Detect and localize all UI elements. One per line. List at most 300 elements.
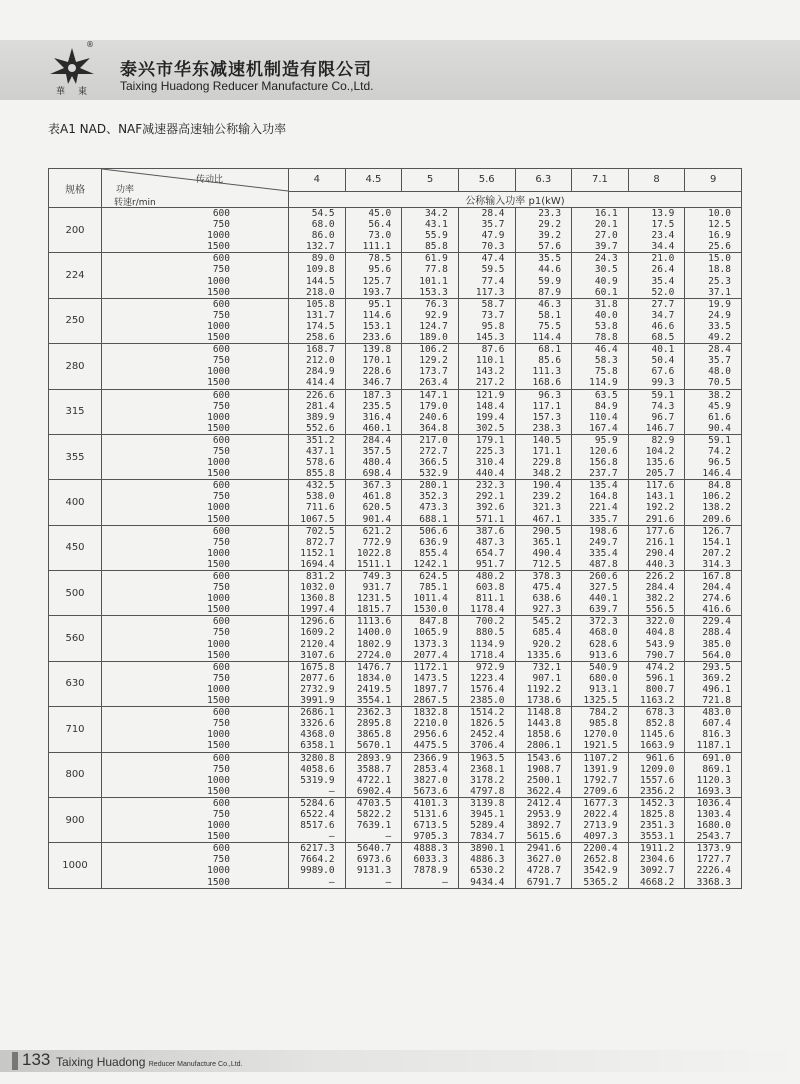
power-value: 1172.1 (413, 661, 448, 673)
power-cell (628, 344, 685, 389)
power-value: 229.4 (702, 616, 731, 628)
power-value: 1908.7 (526, 763, 562, 775)
power-value: 52.0 (651, 286, 675, 298)
power-value: 114.6 (362, 309, 392, 321)
power-cell (685, 298, 742, 343)
power-value: 1134.9 (470, 638, 505, 650)
power-value: 24.9 (708, 309, 731, 321)
speed-value: 1500 (207, 831, 230, 843)
power-value: 146.4 (702, 468, 731, 480)
power-value: 1391.9 (583, 763, 618, 775)
power-value: 179.1 (475, 434, 505, 446)
power-value: 54.5 (311, 208, 335, 219)
power-value: 1576.4 (470, 683, 505, 695)
power-value: 322.0 (645, 616, 675, 628)
power-cell (458, 525, 515, 570)
power-value: 125.7 (362, 275, 392, 287)
power-value: 800.7 (645, 683, 675, 695)
diagonal-header-cell (102, 169, 289, 208)
power-cell (685, 661, 742, 706)
power-cell (345, 525, 402, 570)
power-value: 189.0 (419, 332, 448, 344)
power-cell (515, 344, 572, 389)
power-value: 153.1 (362, 320, 392, 332)
power-value: 385.0 (702, 638, 731, 650)
power-value: 145.3 (475, 332, 505, 344)
power-cell (345, 571, 402, 616)
power-value: 26.4 (651, 264, 675, 276)
power-value: 34.7 (651, 309, 675, 321)
power-value: 87.6 (481, 344, 505, 356)
speed-cell (102, 344, 289, 389)
power-value: 290.4 (645, 547, 675, 559)
power-value: 2724.0 (356, 649, 392, 661)
power-value: 82.9 (651, 434, 675, 446)
power-value: 2385.0 (470, 695, 505, 707)
registered-mark: ® (86, 40, 94, 49)
power-value: 143.1 (645, 491, 675, 503)
power-value: 76.3 (424, 298, 448, 310)
speed-value: 1000 (207, 865, 230, 877)
power-value: 711.6 (306, 502, 335, 514)
power-value: 23.3 (538, 208, 562, 219)
power-value: 293.5 (702, 661, 731, 673)
power-value: 1067.5 (300, 513, 335, 525)
power-cell (402, 434, 459, 479)
power-value: 46.4 (594, 344, 618, 356)
table-row (49, 298, 742, 343)
power-value: 4058.6 (300, 763, 335, 775)
power-value: 1113.6 (356, 616, 392, 628)
power-value: 2853.4 (413, 763, 448, 775)
power-value: 1036.4 (696, 797, 731, 809)
spec-cell: 900 (49, 797, 102, 842)
power-value: — (385, 831, 392, 843)
power-value: 473.3 (419, 502, 448, 514)
power-value: 1178.4 (470, 604, 505, 616)
power-value: 540.9 (589, 661, 618, 673)
table-row (49, 661, 742, 706)
spec-cell: 1000 (49, 843, 102, 888)
power-value: 392.6 (475, 502, 505, 514)
power-value: 95.6 (368, 264, 392, 276)
spec-cell: 200 (49, 208, 102, 253)
table-row (49, 843, 742, 888)
power-value: 226.6 (306, 389, 335, 401)
power-value: 70.3 (481, 241, 505, 253)
power-value: 198.6 (589, 525, 618, 537)
power-value: 58.7 (481, 298, 505, 310)
power-value: 5365.2 (583, 876, 618, 888)
power-value: 1476.7 (356, 661, 392, 673)
power-value: 45.0 (368, 208, 392, 219)
spec-cell: 315 (49, 389, 102, 434)
power-cell (685, 797, 742, 842)
power-value: 10.0 (708, 208, 731, 219)
power-value: 621.2 (362, 525, 392, 537)
power-cell (345, 843, 402, 888)
speed-value: 600 (212, 434, 230, 446)
power-value: 6033.3 (413, 854, 448, 866)
power-value: 292.1 (475, 491, 505, 503)
power-value: 110.1 (475, 355, 505, 367)
unit-header: 公称输入功率 p1(kW) (289, 191, 742, 207)
power-value: 187.3 (362, 389, 392, 401)
power-value: 688.1 (419, 513, 448, 525)
table-row (49, 525, 742, 570)
power-value: 60.1 (594, 286, 618, 298)
power-value: 3627.0 (526, 854, 562, 866)
power-value: 21.0 (651, 253, 675, 265)
power-value: 57.6 (538, 241, 562, 253)
power-value: 855.8 (306, 468, 335, 480)
power-value: 47.9 (481, 230, 505, 242)
power-value: 461.8 (362, 491, 392, 503)
power-value: 27.7 (651, 298, 675, 310)
power-value: 85.8 (424, 241, 448, 253)
power-cell (628, 253, 685, 298)
power-value: 1242.1 (413, 558, 448, 570)
power-value: 9131.3 (356, 865, 392, 877)
speed-value: 600 (212, 253, 230, 265)
power-value: 1997.4 (300, 604, 335, 616)
power-value: 2362.3 (356, 707, 392, 719)
power-value: 4475.5 (413, 740, 448, 752)
power-value: 348.2 (532, 468, 562, 480)
power-value: 239.2 (532, 491, 562, 503)
power-value: 951.7 (475, 558, 505, 570)
power-cell (458, 661, 515, 706)
spec-cell: 280 (49, 344, 102, 389)
power-value: — (385, 876, 392, 888)
power-value: 138.2 (702, 502, 731, 514)
power-cell (685, 208, 742, 253)
power-value: 173.7 (419, 366, 448, 378)
power-value: 3622.4 (526, 785, 562, 797)
power-cell (458, 616, 515, 661)
power-value: 2366.9 (413, 752, 448, 764)
speed-value: 1000 (207, 457, 230, 469)
power-value: 75.5 (538, 320, 562, 332)
power-value: 702.5 (306, 525, 335, 537)
power-value: 680.0 (589, 672, 618, 684)
power-value: 59.1 (708, 434, 731, 446)
power-value: 2351.3 (640, 820, 675, 832)
power-value: 179.0 (419, 400, 448, 412)
power-value: 53.8 (594, 320, 618, 332)
spec-cell: 400 (49, 480, 102, 525)
power-value: 34.2 (424, 208, 448, 219)
power-cell (628, 843, 685, 888)
speed-value: 750 (212, 400, 230, 412)
power-value: 95.8 (481, 320, 505, 332)
power-value: 2806.1 (526, 740, 562, 752)
power-value: 907.1 (532, 672, 562, 684)
power-value: 732.1 (532, 661, 562, 673)
speed-value: 750 (212, 582, 230, 594)
power-value: 496.1 (702, 683, 731, 695)
power-value: 2895.8 (356, 718, 392, 730)
power-value: 284.4 (645, 582, 675, 594)
speed-value: 750 (212, 491, 230, 503)
power-value: 221.4 (589, 502, 618, 514)
power-value: 2120.4 (300, 638, 335, 650)
power-value: 1022.8 (356, 547, 392, 559)
power-value: 86.0 (311, 230, 335, 242)
power-cell (345, 752, 402, 797)
power-value: 1473.5 (413, 672, 448, 684)
power-value: 12.5 (708, 219, 731, 231)
power-value: 1858.6 (526, 729, 562, 741)
ratio-header: 传动比 (196, 175, 224, 185)
power-cell (685, 616, 742, 661)
power-value: 1543.6 (526, 752, 562, 764)
speed-value: 750 (212, 854, 230, 866)
power-value: 89.0 (311, 253, 335, 265)
power-value: 3139.8 (470, 797, 505, 809)
power-value: 414.4 (306, 377, 335, 389)
power-cell (458, 571, 515, 616)
spec-cell: 250 (49, 298, 102, 343)
power-value: 1792.7 (583, 774, 618, 786)
power-cell (515, 661, 572, 706)
power-value: 6358.1 (300, 740, 335, 752)
power-cell (515, 843, 572, 888)
power-cell (458, 797, 515, 842)
power-value: 639.7 (589, 604, 618, 616)
power-value: 217.2 (475, 377, 505, 389)
power-cell (345, 389, 402, 434)
power-value: 1187.1 (696, 740, 731, 752)
power-value: 1675.8 (300, 661, 335, 673)
power-value: 229.8 (532, 457, 562, 469)
power-value: 811.1 (475, 593, 505, 605)
power-value: 40.1 (651, 344, 675, 356)
power-value: 4703.5 (356, 797, 392, 809)
power-value: 1694.4 (300, 558, 335, 570)
power-cell (572, 525, 629, 570)
power-value: 39.7 (594, 241, 618, 253)
power-value: 2713.9 (583, 820, 618, 832)
power-value: 74.3 (651, 400, 675, 412)
power-value: — (328, 831, 335, 843)
power-cell (515, 752, 572, 797)
power-table (48, 168, 742, 889)
power-value: 1530.0 (413, 604, 448, 616)
power-cell (685, 434, 742, 479)
power-value: 240.6 (419, 411, 448, 423)
power-value: 280.1 (419, 480, 448, 492)
power-value: 571.1 (475, 513, 505, 525)
power-value: 9434.4 (470, 876, 505, 888)
power-value: 440.4 (475, 468, 505, 480)
speed-cell (102, 616, 289, 661)
power-cell (628, 616, 685, 661)
speed-cell (102, 707, 289, 752)
power-value: 961.6 (645, 752, 675, 764)
power-value: 2368.1 (470, 763, 505, 775)
power-value: 490.4 (532, 547, 562, 559)
power-cell (572, 344, 629, 389)
spec-cell: 500 (49, 571, 102, 616)
power-cell (402, 843, 459, 888)
table-row (49, 389, 742, 434)
speed-value: 600 (212, 525, 230, 537)
power-value: 316.4 (362, 411, 392, 423)
power-value: 603.8 (475, 582, 505, 594)
power-value: 1373.3 (413, 638, 448, 650)
speed-value: 1000 (207, 230, 230, 242)
power-cell (345, 298, 402, 343)
table-body (49, 208, 742, 889)
speed-cell (102, 571, 289, 616)
power-cell (402, 253, 459, 298)
ratio-col-header: 5 (402, 169, 459, 192)
power-value: 2452.4 (470, 729, 505, 741)
power-value: 39.2 (538, 230, 562, 242)
power-cell (628, 525, 685, 570)
power-value: 284.9 (306, 366, 335, 378)
speed-value: 1000 (207, 502, 230, 514)
power-cell (685, 253, 742, 298)
power-value: 1148.8 (526, 707, 562, 719)
power-value: 335.4 (589, 547, 618, 559)
power-value: 721.8 (702, 695, 731, 707)
company-name-cn: 泰兴市华东减速机制造有限公司 (120, 60, 372, 80)
power-value: 869.1 (702, 763, 731, 775)
power-cell (628, 208, 685, 253)
power-cell (289, 253, 346, 298)
power-value: 4668.2 (640, 876, 675, 888)
power-value: 552.6 (306, 422, 335, 434)
power-value: 171.1 (532, 445, 562, 457)
power-cell (572, 616, 629, 661)
power-value: 1921.5 (583, 740, 618, 752)
power-value: 31.8 (594, 298, 618, 310)
power-value: 216.1 (645, 536, 675, 548)
speed-value: 1000 (207, 683, 230, 695)
power-value: 543.9 (645, 638, 675, 650)
power-value: 274.6 (702, 593, 731, 605)
power-cell (515, 707, 572, 752)
speed-value: 600 (212, 208, 230, 219)
power-value: 84.8 (708, 480, 731, 492)
power-cell (345, 208, 402, 253)
power-cell (345, 707, 402, 752)
power-value: 40.9 (594, 275, 618, 287)
power-cell (402, 525, 459, 570)
power-value: 114.9 (589, 377, 618, 389)
power-value: 4101.3 (413, 797, 448, 809)
power-value: 218.0 (306, 286, 335, 298)
speed-value: 1000 (207, 366, 230, 378)
power-value: 174.5 (306, 320, 335, 332)
power-value: 228.6 (362, 366, 392, 378)
power-cell (458, 253, 515, 298)
power-value: 564.0 (702, 649, 731, 661)
power-value: 101.1 (419, 275, 448, 287)
power-value: 3588.7 (356, 763, 392, 775)
footer-brand (56, 1055, 243, 1069)
power-value: 111.3 (532, 366, 562, 378)
power-value: 28.4 (708, 344, 731, 356)
ratio-col-header: 6.3 (515, 169, 572, 192)
power-value: 68.5 (651, 332, 675, 344)
power-cell (458, 344, 515, 389)
power-value: 6217.3 (300, 843, 335, 855)
power-value: 135.4 (589, 480, 618, 492)
power-value: 34.4 (651, 241, 675, 253)
power-cell (572, 797, 629, 842)
power-value: 1452.3 (640, 797, 675, 809)
power-value: 2077.4 (413, 649, 448, 661)
power-cell (402, 752, 459, 797)
power-value: 2022.4 (583, 808, 618, 820)
spec-cell: 560 (49, 616, 102, 661)
power-value: 7664.2 (300, 854, 335, 866)
ratio-col-header: 4.5 (345, 169, 402, 192)
power-value: 284.4 (362, 434, 392, 446)
speed-value: 1500 (207, 332, 230, 344)
speed-value: 750 (212, 808, 230, 820)
power-value: 2941.6 (526, 843, 562, 855)
power-value: 105.8 (306, 298, 335, 310)
power-value: 225.3 (475, 445, 505, 457)
power-value: 28.4 (481, 208, 505, 219)
power-value: 440.1 (589, 593, 618, 605)
speed-value: 1500 (207, 604, 230, 616)
power-value: 58.3 (594, 355, 618, 367)
power-cell (572, 843, 629, 888)
power-value: 5673.6 (413, 785, 448, 797)
power-value: 1677.3 (583, 797, 618, 809)
power-value: 126.7 (702, 525, 731, 537)
power-cell (572, 208, 629, 253)
power-value: — (442, 876, 448, 888)
table-row (49, 208, 742, 253)
power-value: 538.0 (306, 491, 335, 503)
power-value: 1963.5 (470, 752, 505, 764)
power-cell (628, 298, 685, 343)
power-value: 50.4 (651, 355, 675, 367)
speed-value: 1000 (207, 729, 230, 741)
power-cell (458, 707, 515, 752)
power-value: 96.7 (651, 411, 675, 423)
power-value: 23.4 (651, 230, 675, 242)
power-value: 351.2 (306, 434, 335, 446)
power-value: 6902.4 (356, 785, 392, 797)
power-value: 3945.1 (470, 808, 505, 820)
power-value: 157.3 (532, 411, 562, 423)
speed-value: 750 (212, 672, 230, 684)
power-value: 685.4 (532, 627, 562, 639)
power-value: 1727.7 (696, 854, 731, 866)
power-value: 147.1 (419, 389, 448, 401)
power-cell (289, 480, 346, 525)
power-value: 480.2 (475, 571, 505, 582)
power-cell (515, 480, 572, 525)
power-value: 3827.0 (413, 774, 448, 786)
power-cell (345, 797, 402, 842)
power-value: 17.5 (651, 219, 675, 231)
power-value: 143.2 (475, 366, 505, 378)
power-cell (289, 707, 346, 752)
power-cell (572, 389, 629, 434)
power-value: 95.9 (594, 434, 618, 446)
power-cell (685, 525, 742, 570)
power-value: 5615.6 (526, 831, 562, 843)
power-value: 624.5 (419, 571, 448, 582)
